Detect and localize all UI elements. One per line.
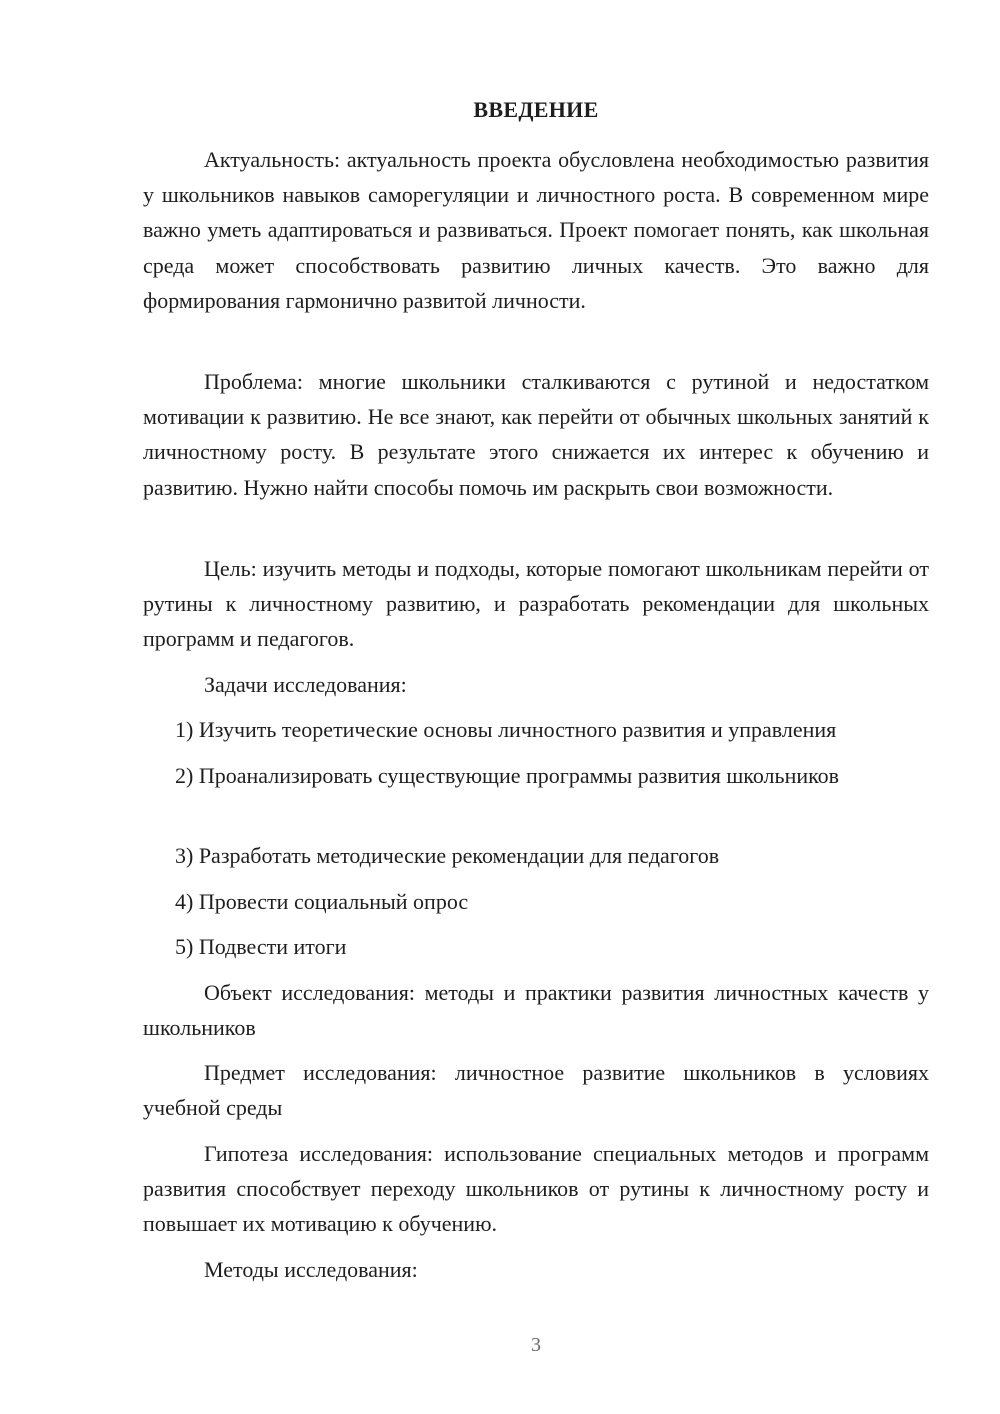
object-paragraph: Объект исследования: методы и практики развития личностных качеств у школьников — [143, 980, 929, 1041]
page-number: 3 — [531, 1334, 541, 1356]
subject-paragraph: Предмет исследования: личностное развитие школьников в условиях учебной среды — [143, 1060, 929, 1121]
relevance-paragraph: Актуальность: актуальность проекта обусловлена необходимостью развития у школьников навыков саморегуляции и личностного роста. В современном мире важно уметь адаптироваться и развиваться. Проект помогает понять, как школьная среда может способствовать развитию личных качеств. Это важно для формирования гармонично развитой личности. — [143, 147, 929, 313]
hypothesis-paragraph: Гипотеза исследования: использование специальных методов и программ развития способствует переходу школьников от рутины к личностному росту и повышает их мотивацию к обучению. — [143, 1141, 929, 1237]
task-item: 1) Изучить теоретические основы личностного развития и управления — [175, 717, 837, 742]
methods-heading: Методы исследования: — [204, 1257, 418, 1282]
tasks-heading: Задачи исследования: — [204, 672, 407, 697]
section-title: ВВЕДЕНИЕ — [473, 97, 599, 122]
task-item: 5) Подвести итоги — [175, 934, 347, 959]
goal-paragraph: Цель: изучить методы и подходы, которые помогают школьникам перейти от рутины к личностному развитию, и разработать рекомендации для школьных программ и педагогов. — [143, 556, 929, 652]
task-item: 2) Проанализировать существующие программы развития школьников — [175, 763, 840, 788]
task-item: 3) Разработать методические рекомендации для педагогов — [175, 843, 720, 868]
task-item: 4) Провести социальный опрос — [175, 889, 469, 914]
problem-paragraph: Проблема: многие школьники сталкиваются с рутиной и недостатком мотивации к развитию. Не все знают, как перейти от обычных школьных занятий к личностному росту. В результате этого снижается их интерес к обучению и развитию. Нужно найти способы помочь им раскрыть свои возможности. — [143, 369, 929, 500]
